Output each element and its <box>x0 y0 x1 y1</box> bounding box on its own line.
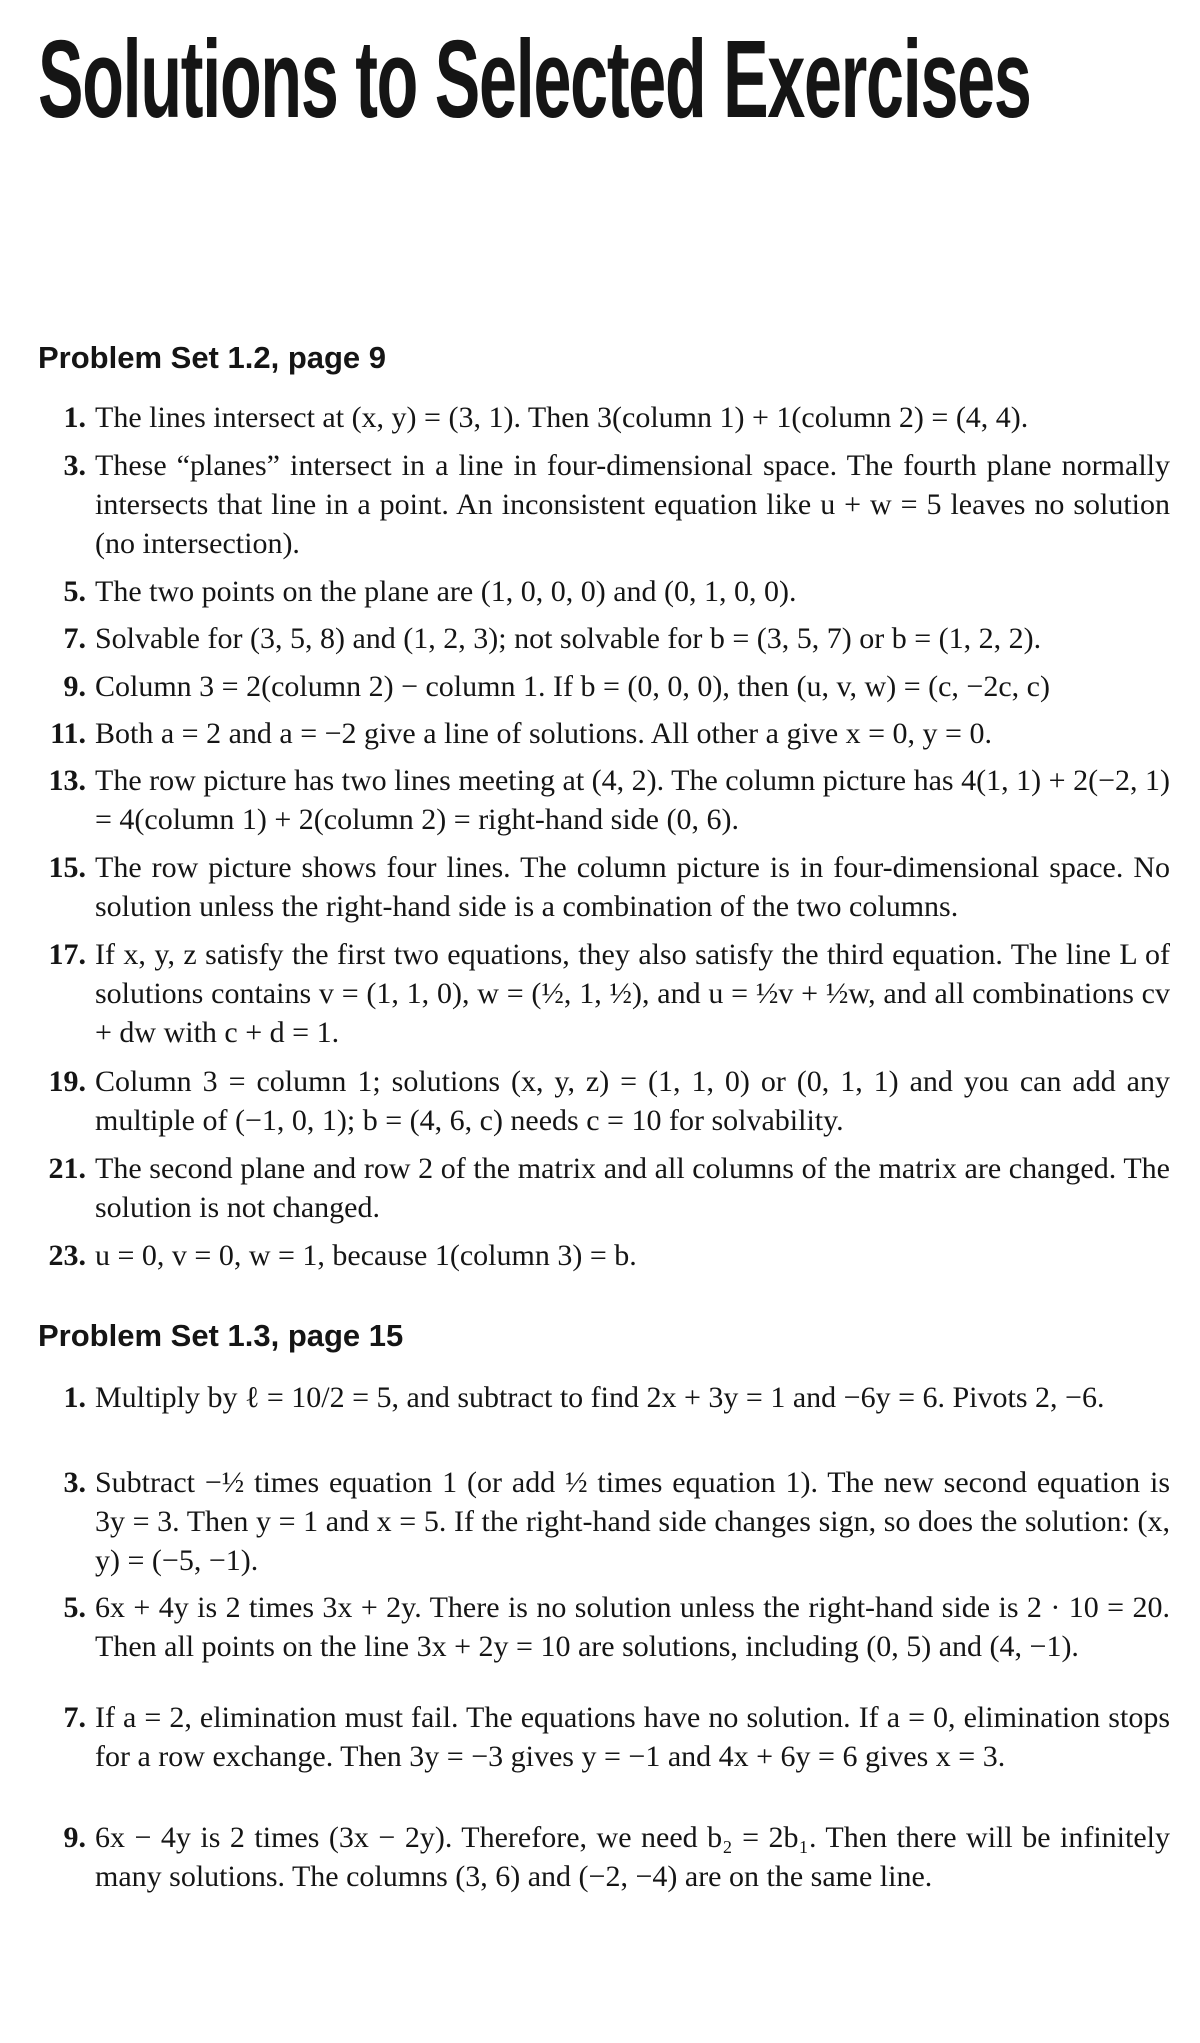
solution-text: The two points on the plane are (1, 0, 0, 0) and (0, 1, 0, 0). <box>95 575 797 608</box>
solution-text: Column 3 = 2(column 2) − column 1. If b = (0, 0, 0), then (u, v, w) = (c, −2c, c) <box>95 670 1050 703</box>
solution-text: Both a = 2 and a = −2 give a line of solutions. All other a give x = 0, y = 0. <box>95 717 992 750</box>
solution-text: If x, y, z satisfy the first two equations, they also satisfy the third equation. The line L of solutions contains v = (1, 1, 0), w = (½, 1, ½), and u = ½v + ½w, and all combinations cv + dw with c + d = 1. <box>95 938 1170 1049</box>
exercise-number: 11. <box>50 717 86 750</box>
exercise-number: 5. <box>63 1591 86 1624</box>
exercise-number: 19. <box>48 1065 86 1098</box>
solution-text: Column 3 = column 1; solutions (x, y, z) = (1, 1, 0) or (0, 1, 1) and you can add any multiple of (−1, 0, 1); b = (4, 6, c) needs c = 10 for solvability. <box>95 1065 1170 1137</box>
solution-text: If a = 2, elimination must fail. The equations have no solution. If a = 0, elimination stops for a row exchange. Then 3y = −3 gives y = −1 and 4x + 6y = 6 gives x = 3. <box>95 1701 1170 1773</box>
exercise-number: 15. <box>48 851 86 884</box>
exercise-number: 9. <box>63 670 86 703</box>
exercise-number: 3. <box>63 1466 86 1499</box>
solution-text: 6x − 4y is 2 times (3x − 2y). Therefore, we need b₂ = 2b₁. Then there will be infinitely many solutions. The columns (3, 6) and (−2, −4) are on the same line. <box>95 1821 1170 1893</box>
solution-text: The row picture shows four lines. The column picture is in four-dimensional space. No solution unless the right-hand side is a combination of the two columns. <box>95 851 1170 923</box>
exercise-number: 3. <box>63 449 86 482</box>
exercise-number: 7. <box>63 1701 86 1734</box>
solution-text: The second plane and row 2 of the matrix and all columns of the matrix are changed. The solution is not changed. <box>95 1152 1170 1224</box>
solution-text: Solvable for (3, 5, 8) and (1, 2, 3); not solvable for b = (3, 5, 7) or b = (1, 2, 2). <box>95 622 1042 655</box>
section-heading-problem-set-1-2: Problem Set 1.2, page 9 <box>38 340 387 375</box>
solution-text: These “planes” intersect in a line in four-dimensional space. The fourth plane normally intersects that line in a point. An inconsistent equation like u + w = 5 leaves no solution (no intersection). <box>95 449 1170 560</box>
exercise-number: 23. <box>48 1239 86 1272</box>
solution-text: Subtract −½ times equation 1 (or add ½ times equation 1). The new second equation is 3y = 3. Then y = 1 and x = 5. If the right-hand side changes sign, so does the solution: (x, y) = (−5, −1). <box>95 1466 1170 1577</box>
exercise-number: 13. <box>48 764 86 797</box>
solution-text: Multiply by ℓ = 10/2 = 5, and subtract to find 2x + 3y = 1 and −6y = 6. Pivots 2, −6. <box>95 1381 1105 1414</box>
solution-text: The row picture has two lines meeting at (4, 2). The column picture has 4(1, 1) + 2(−2, 1) = 4(column 1) + 2(column 2) = right-hand side (0, 6). <box>95 764 1170 836</box>
exercise-number: 21. <box>48 1152 86 1185</box>
solution-text: The lines intersect at (x, y) = (3, 1). Then 3(column 1) + 1(column 2) = (4, 4). <box>95 401 1029 434</box>
solution-text: 6x + 4y is 2 times 3x + 2y. There is no solution unless the right-hand side is 2 · 10 = 20. Then all points on the line 3x + 2y = 10 are solutions, including (0, 5) and (4, −1). <box>95 1591 1170 1663</box>
exercise-number: 7. <box>63 622 86 655</box>
exercise-number: 9. <box>63 1821 86 1854</box>
page-cut-off-mask <box>0 1900 1200 2043</box>
exercise-number: 17. <box>48 938 86 971</box>
page-title: Solutions to Selected Exercises <box>38 18 1031 141</box>
section-heading-problem-set-1-3: Problem Set 1.3, page 15 <box>38 1318 404 1353</box>
exercise-number: 1. <box>63 401 86 434</box>
exercise-number: 5. <box>63 575 86 608</box>
solution-text: u = 0, v = 0, w = 1, because 1(column 3) = b. <box>95 1239 637 1272</box>
exercise-number: 1. <box>63 1381 86 1414</box>
